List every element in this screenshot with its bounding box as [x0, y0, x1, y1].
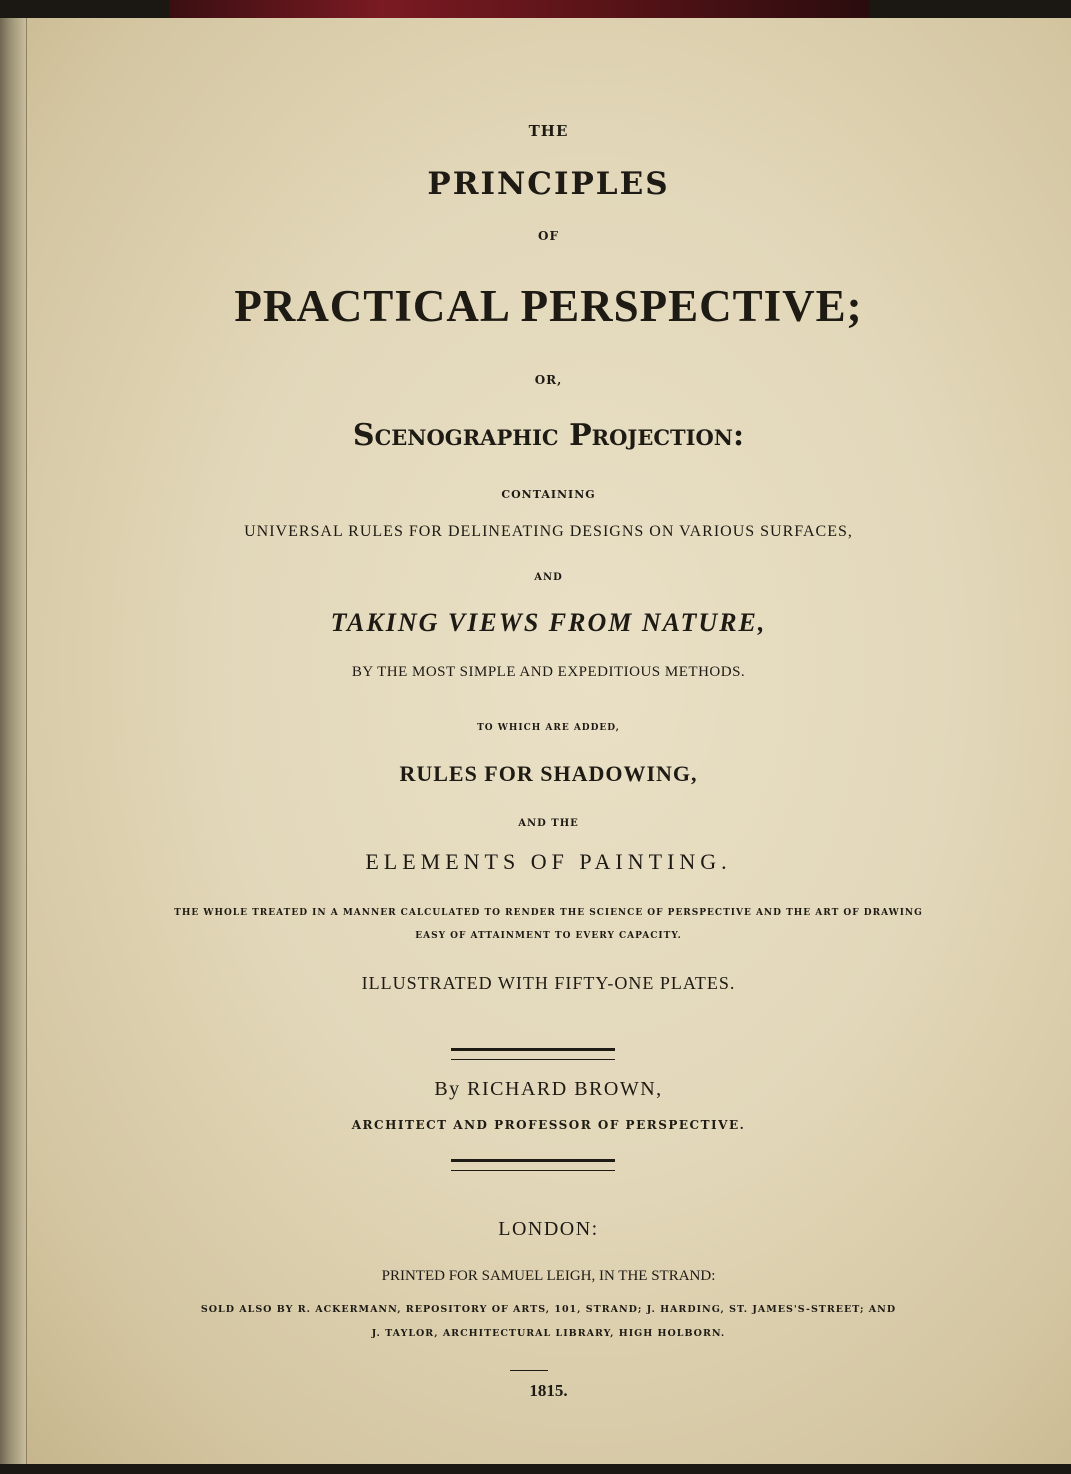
book-bottom-edge [0, 1464, 1071, 1474]
double-rule-divider [451, 1159, 615, 1171]
title-the: THE [528, 122, 569, 140]
title-page [0, 18, 1071, 1464]
imprint-city: LONDON: [498, 1218, 599, 1240]
subtitle-scenographic-projection: Scenographic Projection: [352, 418, 745, 453]
publication-year: 1815. [529, 1381, 568, 1400]
text-containing: CONTAINING [501, 488, 596, 501]
title-practical-perspective: PRACTICAL PERSPECTIVE; [234, 281, 863, 331]
text-illustrated: ILLUSTRATED WITH FIFTY-ONE PLATES. [361, 973, 736, 993]
title-principles: PRINCIPLES [427, 166, 670, 202]
author-title: ARCHITECT AND PROFESSOR OF PERSPECTIVE. [351, 1118, 746, 1132]
text-by-the-most: BY THE MOST SIMPLE AND EXPEDITIOUS METHODS. [351, 664, 746, 680]
text-and: AND [534, 572, 563, 583]
text-elements-of-painting: ELEMENTS OF PAINTING. [365, 849, 732, 874]
double-rule-divider [451, 1048, 615, 1060]
page-gutter [0, 18, 27, 1464]
text-taking-views: TAKING VIEWS FROM NATURE, [330, 608, 767, 637]
text-rules-for-shadowing: RULES FOR SHADOWING, [399, 761, 698, 786]
text-the-whole-treated: THE WHOLE TREATED IN A MANNER CALCULATED TO RENDER THE SCIENCE OF PERSPECTIVE AND THE ART OF DRAWING [174, 908, 923, 918]
text-easy-of-attainment: EASY OF ATTAINMENT TO EVERY CAPACITY. [415, 931, 682, 941]
title-or: OR, [534, 373, 563, 387]
imprint-printed-for: PRINTED FOR SAMUEL LEIGH, IN THE STRAND: [381, 1268, 716, 1284]
year-rule [510, 1370, 548, 1371]
text-universal-rules: UNIVERSAL RULES FOR DELINEATING DESIGNS ON VARIOUS SURFACES, [244, 523, 853, 540]
text-to-which-are-added: TO WHICH ARE ADDED, [477, 723, 620, 733]
imprint-j-taylor: J. TAYLOR, ARCHITECTURAL LIBRARY, HIGH HOLBORN. [371, 1328, 726, 1339]
title-of: OF [538, 229, 559, 243]
author-name: By RICHARD BROWN, [434, 1078, 663, 1100]
text-and-the: AND THE [518, 818, 579, 829]
imprint-sold-also: SOLD ALSO BY R. ACKERMANN, REPOSITORY OF ARTS, 101, STRAND; J. HARDING, ST. JAMES'S-STREET; AND [200, 1304, 897, 1315]
